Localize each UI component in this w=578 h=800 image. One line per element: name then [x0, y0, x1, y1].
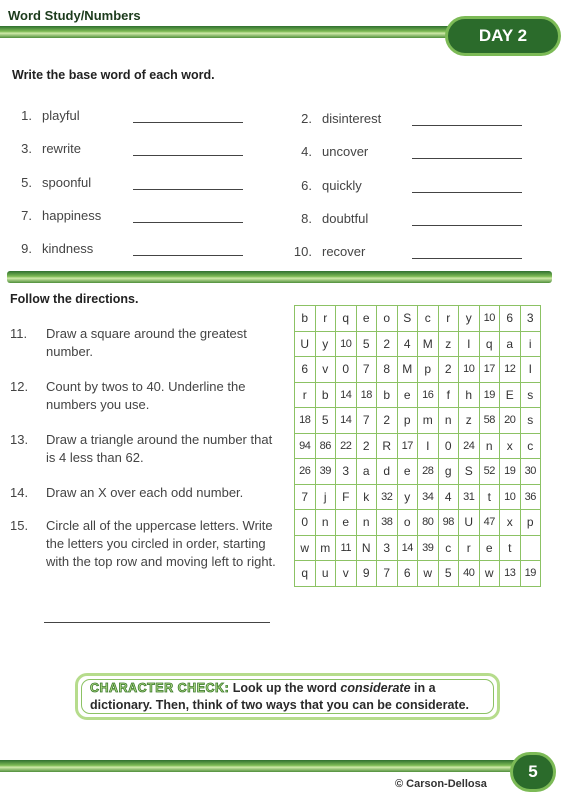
- grid-row: [295, 382, 541, 408]
- grid-cell[interactable]: z: [438, 331, 459, 357]
- grid-cell[interactable]: 5: [315, 408, 336, 434]
- grid-cell[interactable]: p: [397, 408, 418, 434]
- answer-line[interactable]: [412, 225, 522, 226]
- word-item: [10, 141, 81, 157]
- grid-cell[interactable]: 38: [377, 510, 398, 536]
- grid-row: [295, 433, 541, 459]
- item-word: playful: [42, 108, 80, 123]
- item-number: 2.: [301, 111, 312, 126]
- grid-cell[interactable]: 14: [336, 382, 357, 408]
- grid-cell[interactable]: 30: [520, 459, 541, 485]
- grid-cell[interactable]: r: [459, 535, 480, 561]
- grid-cell[interactable]: 3: [336, 459, 357, 485]
- grid-cell[interactable]: y: [459, 306, 480, 332]
- grid-cell[interactable]: 0: [438, 433, 459, 459]
- grid-cell[interactable]: 17: [397, 433, 418, 459]
- item-number: 6.: [301, 178, 312, 193]
- answer-line[interactable]: [133, 255, 243, 256]
- grid-cell[interactable]: a: [356, 459, 377, 485]
- grid-cell[interactable]: j: [315, 484, 336, 510]
- grid-cell[interactable]: e: [336, 510, 357, 536]
- grid-cell[interactable]: 7: [377, 561, 398, 587]
- item-word: doubtful: [322, 211, 369, 226]
- character-check-after: in a dictionary. Then, think of two ways that you can be considerate.: [90, 681, 469, 712]
- grid-cell[interactable]: 31: [459, 484, 480, 510]
- word-item: [10, 208, 101, 224]
- grid-cell[interactable]: 17: [479, 357, 500, 383]
- item-number: 3.: [21, 141, 32, 156]
- grid-cell[interactable]: y: [397, 484, 418, 510]
- grid-cell[interactable]: a: [500, 331, 521, 357]
- grid-cell[interactable]: m: [315, 535, 336, 561]
- answer-line[interactable]: [412, 258, 522, 259]
- item-word: uncover: [322, 144, 369, 159]
- grid-cell[interactable]: 28: [418, 459, 439, 485]
- item-number: 5.: [21, 175, 32, 190]
- grid-cell[interactable]: v: [336, 561, 357, 587]
- grid-cell[interactable]: 52: [479, 459, 500, 485]
- direction-text: Count by twos to 40. Underline the numbers you use.: [46, 379, 246, 412]
- grid-cell[interactable]: v: [315, 357, 336, 383]
- direction-text: Draw a triangle around the number that is 4 less than 62.: [46, 432, 273, 465]
- grid-cell[interactable]: R: [377, 433, 398, 459]
- grid-cell[interactable]: 8: [377, 357, 398, 383]
- grid-cell[interactable]: M: [418, 331, 439, 357]
- grid-cell[interactable]: 39: [418, 535, 439, 561]
- grid-cell[interactable]: [520, 535, 541, 561]
- grid-cell[interactable]: 4: [438, 484, 459, 510]
- grid-cell[interactable]: 19: [479, 382, 500, 408]
- grid-cell[interactable]: q: [479, 331, 500, 357]
- grid-cell[interactable]: e: [356, 306, 377, 332]
- word-item: [290, 244, 365, 260]
- grid-cell[interactable]: q: [295, 561, 316, 587]
- grid-cell[interactable]: 13: [500, 561, 521, 587]
- grid-cell[interactable]: S: [459, 459, 480, 485]
- grid-cell[interactable]: 9: [356, 561, 377, 587]
- grid-cell[interactable]: 94: [295, 433, 316, 459]
- day-badge: DAY 2: [445, 16, 561, 56]
- item-word: recover: [322, 244, 366, 259]
- word-item: [290, 144, 368, 160]
- grid-cell[interactable]: 20: [500, 408, 521, 434]
- grid-cell[interactable]: 7: [356, 408, 377, 434]
- instruction-base-word: Write the base word of each word.: [12, 68, 215, 82]
- grid-cell[interactable]: 0: [295, 510, 316, 536]
- answer-line[interactable]: [412, 192, 522, 193]
- grid-cell[interactable]: 10: [459, 357, 480, 383]
- grid-cell[interactable]: 6: [500, 306, 521, 332]
- grid-cell[interactable]: 4: [397, 331, 418, 357]
- grid-cell[interactable]: o: [397, 510, 418, 536]
- grid-cell[interactable]: 86: [315, 433, 336, 459]
- grid-cell[interactable]: t: [500, 535, 521, 561]
- direction-text: Draw a square around the greatest number.: [46, 326, 247, 359]
- grid-cell[interactable]: 10: [500, 484, 521, 510]
- item-word: kindness: [42, 241, 94, 256]
- grid-cell[interactable]: w: [479, 561, 500, 587]
- direction-number: 12.: [10, 379, 29, 394]
- grid-cell[interactable]: 10: [479, 306, 500, 332]
- grid-cell[interactable]: 5: [438, 561, 459, 587]
- grid-cell[interactable]: n: [479, 433, 500, 459]
- grid-cell[interactable]: 2: [356, 433, 377, 459]
- item-number: 10.: [293, 244, 312, 259]
- grid-cell[interactable]: 18: [356, 382, 377, 408]
- grid-cell[interactable]: u: [315, 561, 336, 587]
- page-number: 5: [510, 752, 556, 792]
- grid-cell[interactable]: 2: [377, 408, 398, 434]
- item-number: 1.: [21, 108, 32, 123]
- word-item: [10, 108, 80, 124]
- grid-cell[interactable]: 16: [418, 382, 439, 408]
- grid-cell[interactable]: 39: [315, 459, 336, 485]
- grid-cell[interactable]: 34: [418, 484, 439, 510]
- grid-cell[interactable]: y: [315, 331, 336, 357]
- grid-cell[interactable]: r: [295, 382, 316, 408]
- grid-cell[interactable]: x: [500, 510, 521, 536]
- grid-cell[interactable]: n: [356, 510, 377, 536]
- grid-cell[interactable]: 6: [397, 561, 418, 587]
- grid-cell[interactable]: 5: [356, 331, 377, 357]
- grid-cell[interactable]: I: [459, 331, 480, 357]
- grid-cell[interactable]: 47: [479, 510, 500, 536]
- grid-cell[interactable]: 14: [336, 408, 357, 434]
- grid-cell[interactable]: 80: [418, 510, 439, 536]
- grid-cell[interactable]: 58: [479, 408, 500, 434]
- direction-number: 15.: [10, 518, 29, 533]
- section-title: Word Study/Numbers: [8, 8, 141, 23]
- grid-cell[interactable]: p: [418, 357, 439, 383]
- grid-cell[interactable]: S: [397, 306, 418, 332]
- item-word: rewrite: [42, 141, 82, 156]
- direction-text: Circle all of the uppercase letters. Write the letters you circled in order, starting with the top row and moving left to right.: [46, 518, 276, 569]
- grid-cell[interactable]: c: [520, 433, 541, 459]
- grid-cell[interactable]: w: [295, 535, 316, 561]
- item-number: 8.: [301, 211, 312, 226]
- grid-cell[interactable]: 36: [520, 484, 541, 510]
- direction-text: Draw an X over each odd number.: [46, 485, 244, 500]
- grid-cell[interactable]: U: [295, 331, 316, 357]
- grid-cell[interactable]: 32: [377, 484, 398, 510]
- grid-cell[interactable]: 2: [438, 357, 459, 383]
- character-check-emphasis: considerate: [340, 681, 411, 695]
- header-bar: [0, 26, 470, 38]
- grid-cell[interactable]: 3: [520, 306, 541, 332]
- word-item: [290, 211, 368, 227]
- grid-cell[interactable]: F: [336, 484, 357, 510]
- grid-cell[interactable]: e: [397, 459, 418, 485]
- grid-cell[interactable]: t: [479, 484, 500, 510]
- section-divider: [7, 271, 552, 283]
- answer-line[interactable]: [133, 222, 243, 223]
- grid-cell[interactable]: U: [459, 510, 480, 536]
- item-word: happiness: [42, 208, 102, 223]
- grid-row: [295, 331, 541, 357]
- grid-cell[interactable]: n: [438, 408, 459, 434]
- word-item: [290, 111, 381, 127]
- grid-row: [295, 535, 541, 561]
- grid-cell[interactable]: c: [418, 306, 439, 332]
- direction-number: 14.: [10, 485, 29, 500]
- grid-cell[interactable]: k: [356, 484, 377, 510]
- instruction-follow-directions: Follow the directions.: [10, 292, 139, 306]
- character-check-text: [90, 680, 490, 714]
- grid-cell[interactable]: p: [520, 510, 541, 536]
- character-check-before: Look up the word: [232, 681, 341, 695]
- grid-cell[interactable]: q: [336, 306, 357, 332]
- grid-cell[interactable]: z: [459, 408, 480, 434]
- grid-cell[interactable]: x: [500, 433, 521, 459]
- word-item: [10, 175, 91, 191]
- word-item: [290, 178, 362, 194]
- grid-cell[interactable]: 19: [520, 561, 541, 587]
- grid-cell[interactable]: I: [520, 357, 541, 383]
- answer-line[interactable]: [133, 155, 243, 156]
- grid-cell[interactable]: c: [438, 535, 459, 561]
- grid-cell[interactable]: e: [479, 535, 500, 561]
- letter-number-grid: [294, 305, 541, 587]
- item-word: disinterest: [322, 111, 382, 126]
- grid-cell[interactable]: s: [520, 382, 541, 408]
- grid-cell[interactable]: b: [377, 382, 398, 408]
- answer-line[interactable]: [412, 125, 522, 126]
- grid-cell[interactable]: r: [438, 306, 459, 332]
- copyright: © Carson-Dellosa: [395, 778, 487, 790]
- grid-cell[interactable]: o: [377, 306, 398, 332]
- grid-cell[interactable]: 19: [500, 459, 521, 485]
- grid-cell[interactable]: 12: [500, 357, 521, 383]
- grid-cell[interactable]: 14: [397, 535, 418, 561]
- answer-line-15[interactable]: [44, 622, 270, 623]
- grid-cell[interactable]: d: [377, 459, 398, 485]
- grid-cell[interactable]: f: [438, 382, 459, 408]
- grid-cell[interactable]: w: [418, 561, 439, 587]
- grid-cell[interactable]: b: [315, 382, 336, 408]
- grid-row: [295, 561, 541, 587]
- item-word: spoonful: [42, 175, 92, 190]
- grid-cell[interactable]: m: [418, 408, 439, 434]
- grid-cell[interactable]: 6: [295, 357, 316, 383]
- grid-cell[interactable]: N: [356, 535, 377, 561]
- grid-cell[interactable]: r: [315, 306, 336, 332]
- grid-cell[interactable]: 2: [377, 331, 398, 357]
- grid-cell[interactable]: h: [459, 382, 480, 408]
- grid-cell[interactable]: E: [500, 382, 521, 408]
- grid-cell[interactable]: g: [438, 459, 459, 485]
- grid-cell[interactable]: 0: [336, 357, 357, 383]
- grid-cell[interactable]: 40: [459, 561, 480, 587]
- item-number: 4.: [301, 144, 312, 159]
- grid-cell[interactable]: i: [520, 331, 541, 357]
- grid-row: [295, 408, 541, 434]
- grid-cell[interactable]: 24: [459, 433, 480, 459]
- item-number: 7.: [21, 208, 32, 223]
- grid-row: [295, 484, 541, 510]
- answer-line[interactable]: [133, 189, 243, 190]
- grid-row: [295, 459, 541, 485]
- grid-row: [295, 306, 541, 332]
- grid-cell[interactable]: n: [315, 510, 336, 536]
- grid-cell[interactable]: 98: [438, 510, 459, 536]
- word-item: [10, 241, 93, 257]
- direction-number: 13.: [10, 432, 29, 447]
- grid-cell[interactable]: 26: [295, 459, 316, 485]
- footer-bar: [0, 760, 525, 772]
- grid-row: [295, 510, 541, 536]
- grid-cell[interactable]: e: [397, 382, 418, 408]
- grid-cell[interactable]: 10: [336, 331, 357, 357]
- grid-cell[interactable]: 3: [377, 535, 398, 561]
- direction-item: [10, 517, 280, 607]
- direction-number: 11.: [10, 326, 28, 341]
- item-word: quickly: [322, 178, 362, 193]
- grid-cell[interactable]: b: [295, 306, 316, 332]
- grid-cell[interactable]: 7: [356, 357, 377, 383]
- grid-cell[interactable]: I: [418, 433, 439, 459]
- character-check-label: CHARACTER CHECK:: [90, 681, 230, 695]
- answer-line[interactable]: [412, 158, 522, 159]
- grid-cell[interactable]: s: [520, 408, 541, 434]
- grid-cell[interactable]: M: [397, 357, 418, 383]
- grid-cell[interactable]: 22: [336, 433, 357, 459]
- grid-cell[interactable]: 18: [295, 408, 316, 434]
- item-number: 9.: [21, 241, 32, 256]
- answer-line[interactable]: [133, 122, 243, 123]
- grid-cell[interactable]: 7: [295, 484, 316, 510]
- grid-cell[interactable]: 11: [336, 535, 357, 561]
- grid-row: [295, 357, 541, 383]
